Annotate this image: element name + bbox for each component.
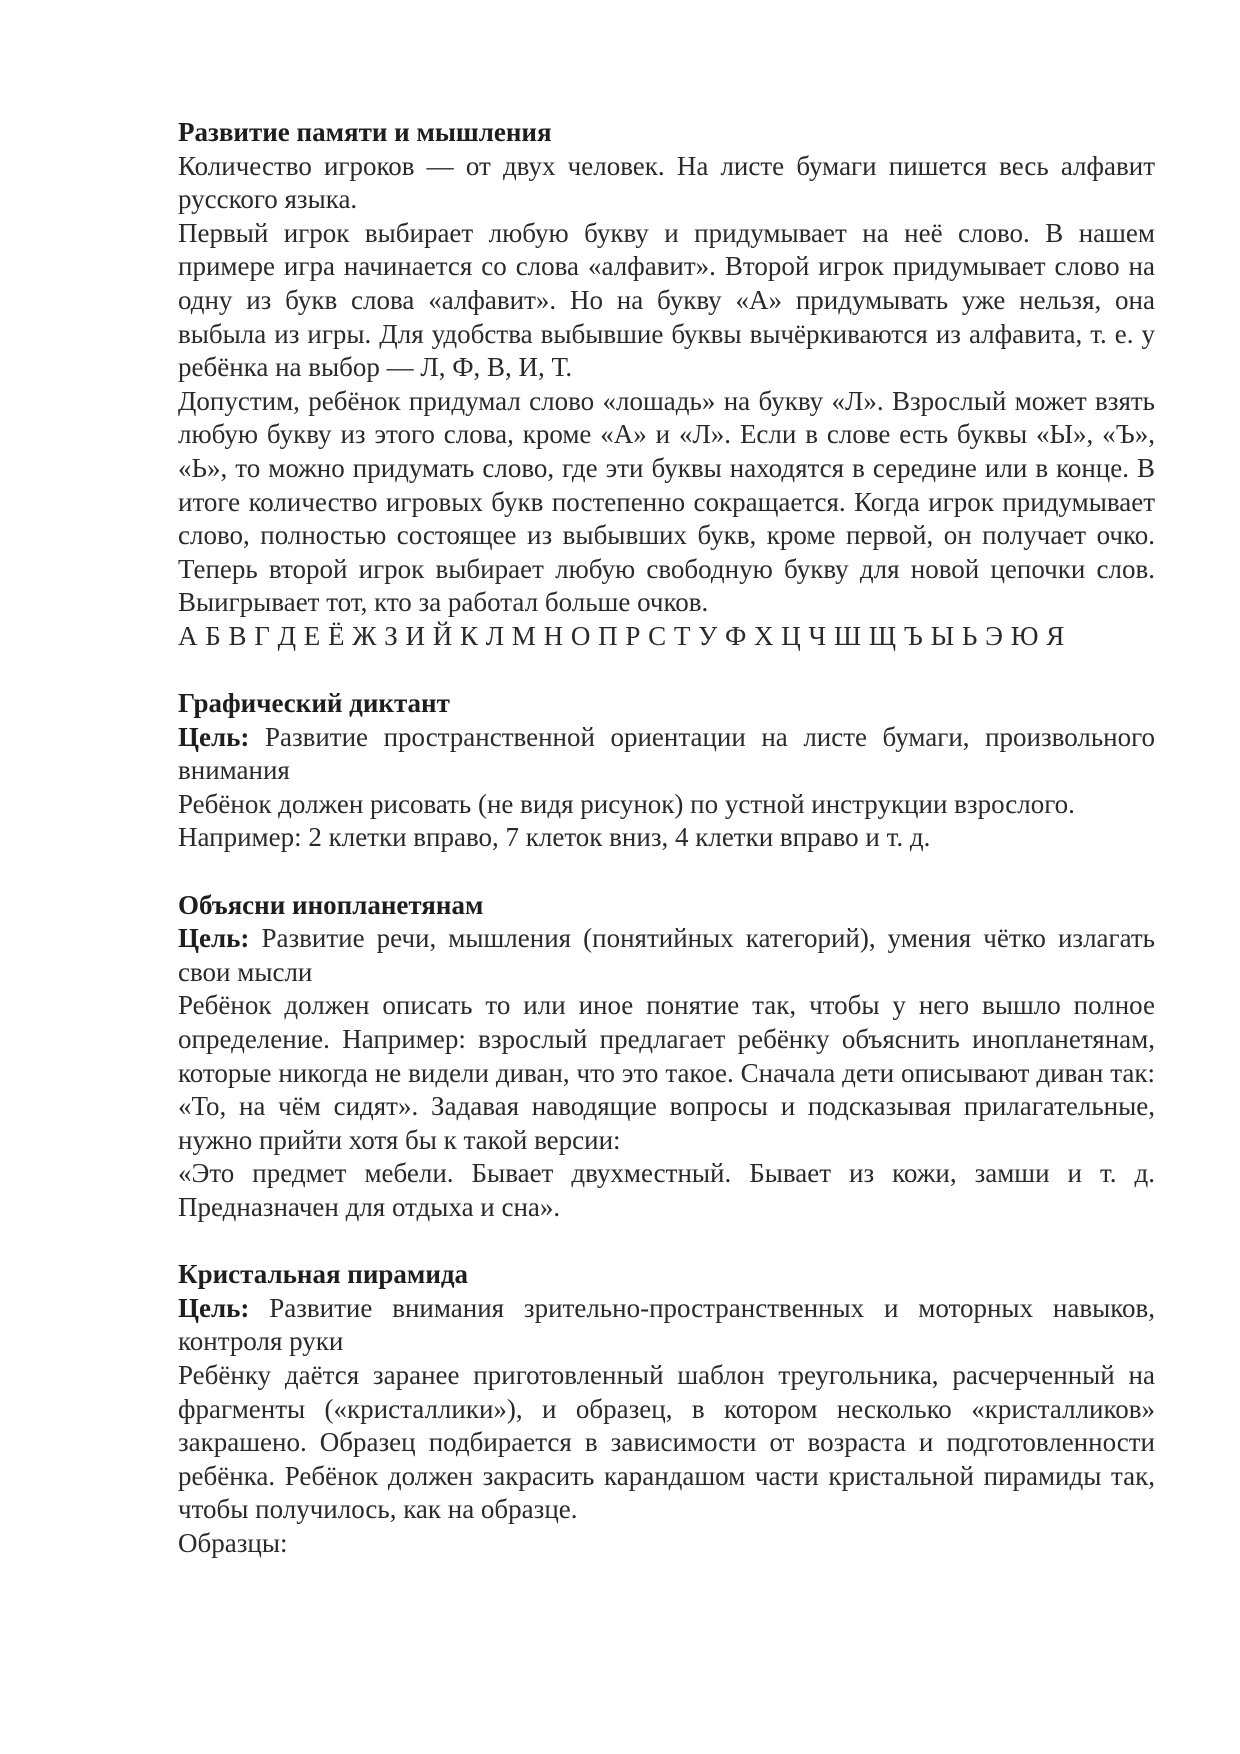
section-title: Объясни инопланетянам [178,889,484,920]
goal-text: Развитие речи, мышления (понятийных категорий), умения чётко излагать свои мысли [178,923,1155,987]
section-explain-aliens [178,889,1155,1225]
section-crystal-pyramid [178,1258,1155,1560]
paragraph: Первый игрок выбирает любую букву и придумывает на неё слово. В нашем примере игра начинается со слова «алфавит». Второй игрок придумывает слово на одну из букв слова «алфавит». Но на букву «А» придумывать уже нельзя, она выбыла из игры. Для удобства выбывшие буквы вычёркиваются из алфавита, т. е. у ребёнка на выбор — Л, Ф, В, И, Т. [178,217,1155,383]
paragraph: Образцы: [178,1527,288,1558]
paragraph: Количество игроков — от двух человек. На листе бумаги пишется весь алфавит русского языка. [178,150,1155,215]
paragraph: Например: 2 клетки вправо, 7 клеток вниз, 4 клетки вправо и т. д. [178,822,931,853]
alphabet-line: А Б В Г Д Е Ё Ж З И Й К Л М Н О П Р С Т У Ф Х Ц Ч Ш Щ Ъ Ы Ь Э Ю Я [178,620,1065,651]
section-title: Графический диктант [178,688,450,719]
goal-text: Развитие внимания зрительно-пространственных и моторных навыков, контроля руки [178,1292,1155,1357]
section-graphic-dictation [178,687,1155,855]
paragraph: Ребёнок должен рисовать (не видя рисунок) по устной инструкции взрослого. [178,788,1075,819]
goal-paragraph [178,1292,1155,1359]
document-page [178,116,1155,1561]
goal-label: Цель: [178,923,250,954]
goal-paragraph [178,721,1155,788]
paragraph: «Это предмет мебели. Бывает двухместный. Бывает из кожи, замши и т. д. Предназначен для отдыха и сна». [178,1158,1155,1222]
paragraph: Ребёнок должен описать то или иное понятие так, чтобы у него вышло полное определение. Например: взрослый предлагает ребёнку объяснить инопланетянам, которые никогда не видели диван, что это такое. Сначала дети описывают диван так: «То, на чём сидят». Задавая наводящие вопросы и подсказывая прилагательные, нужно прийти хотя бы к такой версии: [178,990,1155,1155]
goal-paragraph [178,922,1155,989]
section-title: Развитие памяти и мышления [178,117,552,147]
section-title: Кристальная пирамида [178,1259,469,1290]
goal-label: Цель: [178,1292,250,1323]
section-memory-thinking [178,116,1155,654]
paragraph: Допустим, ребёнок придумал слово «лошадь» на букву «Л». Взрослый может взять любую букву из этого слова, кроме «А» и «Л». Если в слове есть буквы «Ы», «Ъ», «Ь», то можно придумать слово, где эти буквы находятся в середине или в конце. В итоге количество игровых букв постепенно сокращается. Когда игрок придумывает слово, полностью состоящее из выбывших букв, кроме первой, он получает очко. Теперь второй игрок выбирает любую свободную букву для новой цепочки слов. Выигрывает тот, кто за работал больше очков. [178,385,1155,618]
paragraph: Ребёнку даётся заранее приготовленный шаблон треугольника, расчерченный на фрагменты («кристаллики»), и образец, в котором несколько «кристалликов» закрашено. Образец подбирается в зависимости от возраста и подготовленности ребёнка. Ребёнок должен закрасить карандашом части кристальной пирамиды так, чтобы получилось, как на образце. [178,1359,1155,1525]
goal-text: Развитие пространственной ориентации на листе бумаги, произвольного внимания [178,721,1155,786]
goal-label: Цель: [178,721,250,752]
